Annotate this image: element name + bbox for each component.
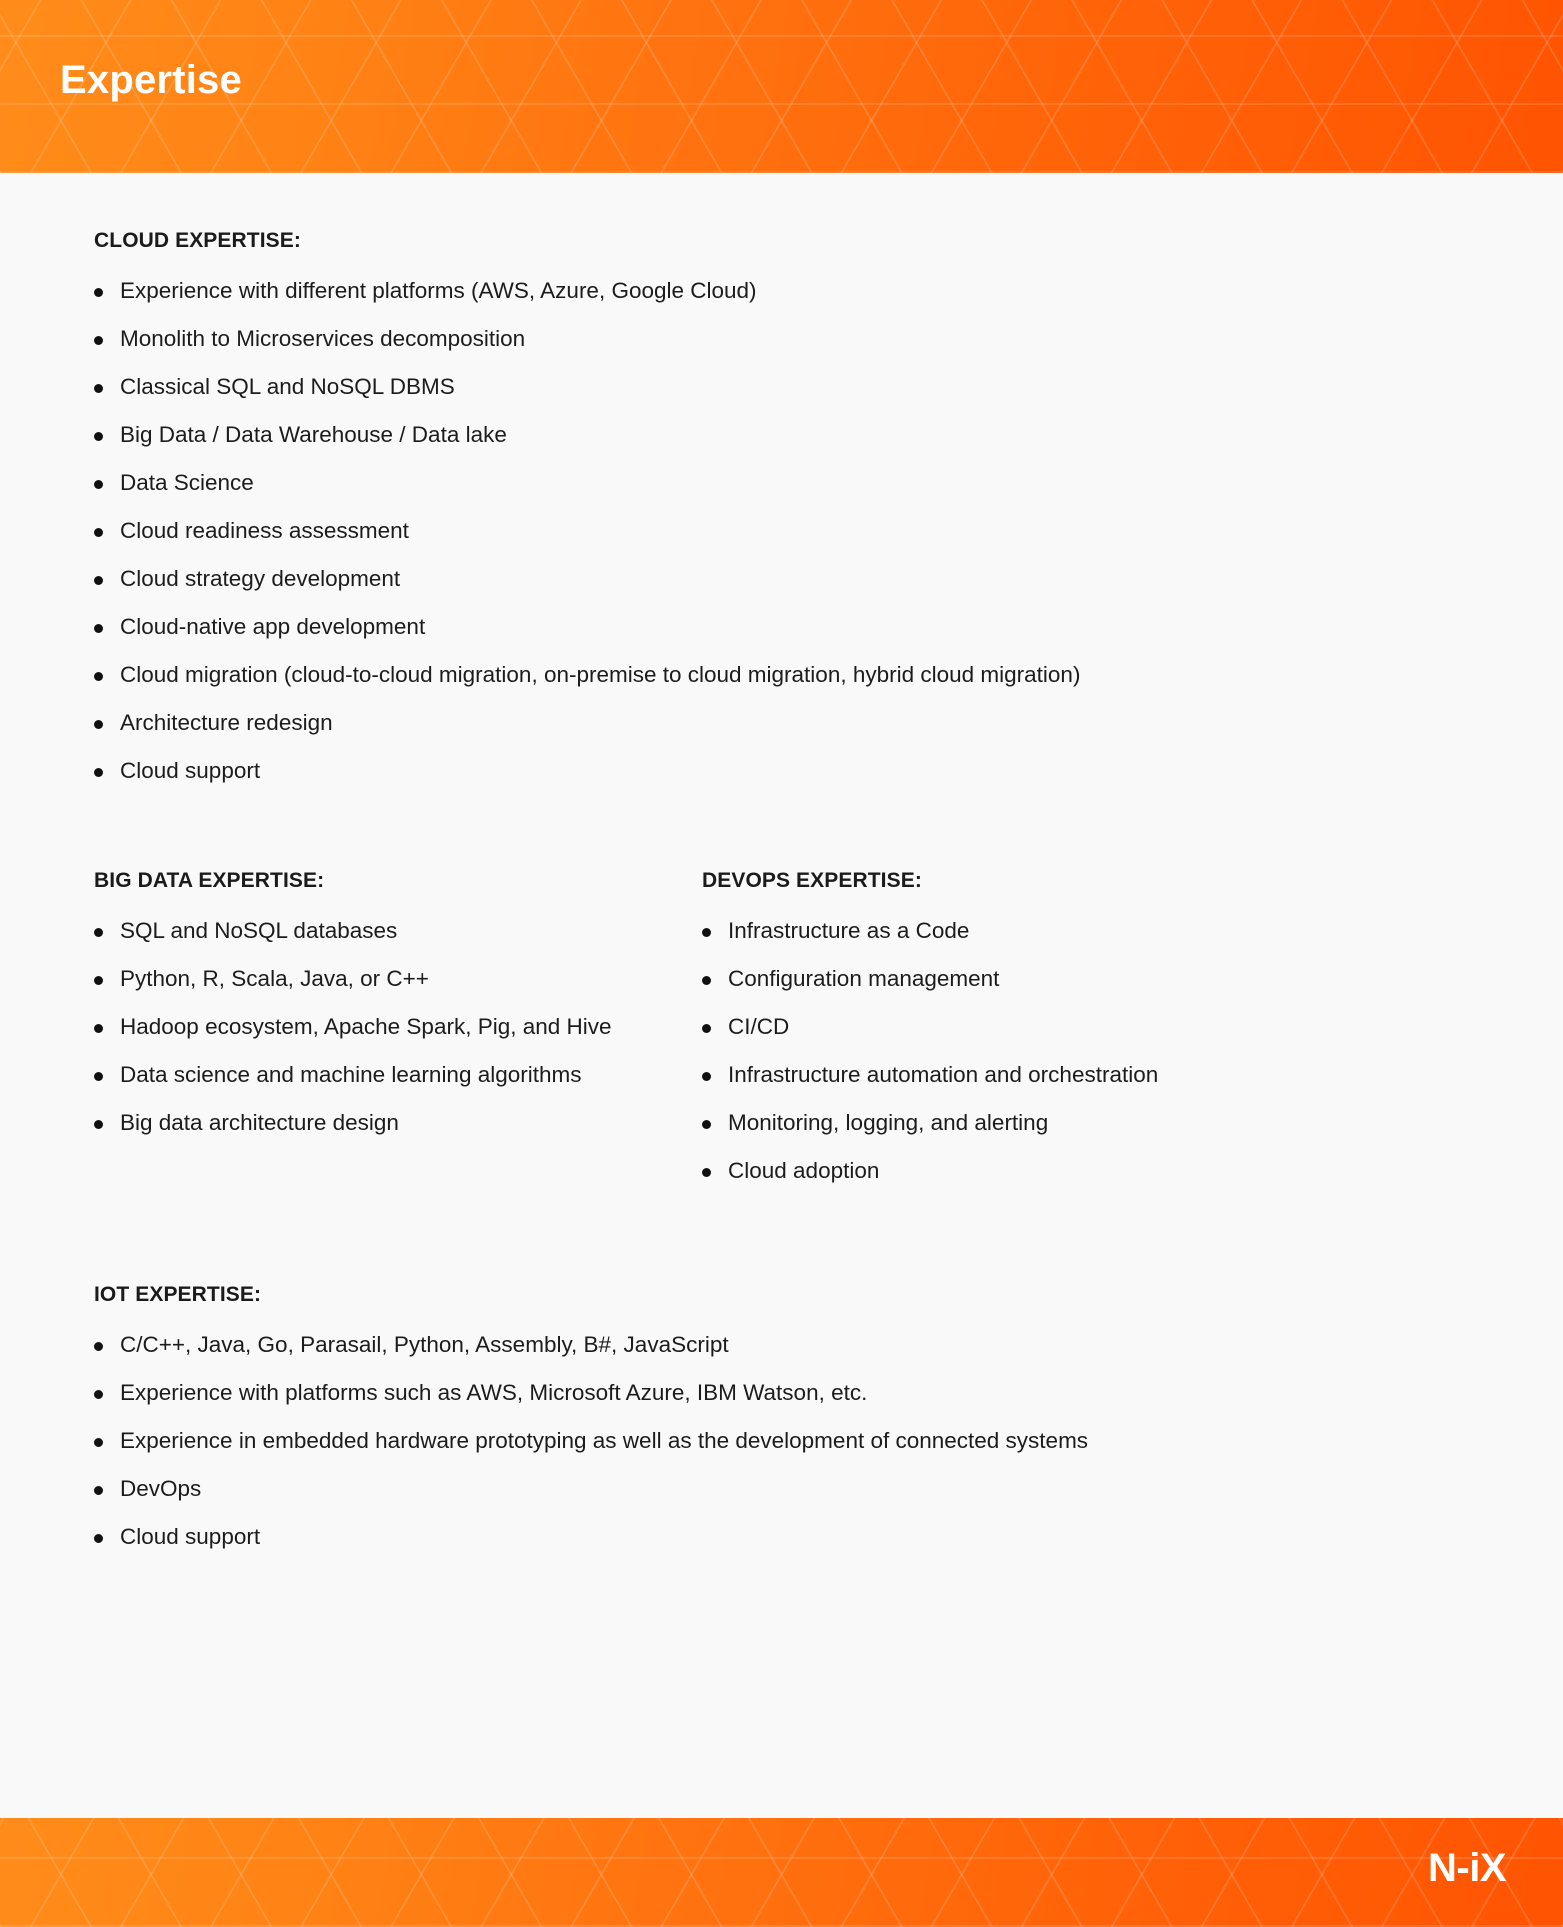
list-item bbox=[686, 965, 1503, 992]
list-item-label: Infrastructure as a Code bbox=[728, 918, 970, 943]
list-item bbox=[78, 277, 1503, 304]
list-item-label: CI/CD bbox=[728, 1014, 790, 1039]
list-item bbox=[686, 1061, 1503, 1088]
content-area bbox=[0, 173, 1563, 1818]
list-item bbox=[78, 1523, 1503, 1550]
list-item bbox=[78, 709, 1503, 736]
list-item bbox=[686, 1157, 1503, 1184]
list-item-label: Cloud migration (cloud-to-cloud migration, on-premise to cloud migration, hybrid cloud migration) bbox=[120, 662, 1081, 687]
section-spacer bbox=[78, 805, 1503, 869]
bullet-icon bbox=[94, 672, 103, 681]
section-cloud-expertise bbox=[78, 229, 1503, 784]
list-devops-expertise bbox=[686, 917, 1503, 1184]
list-item-label: Big data architecture design bbox=[120, 1110, 399, 1135]
list-item-label: Cloud strategy development bbox=[120, 566, 401, 591]
bullet-icon bbox=[702, 1024, 711, 1033]
list-item bbox=[78, 1379, 1503, 1406]
page-title: Expertise bbox=[60, 58, 242, 102]
bullet-icon bbox=[94, 720, 103, 729]
bullet-icon bbox=[94, 1486, 103, 1495]
list-item bbox=[78, 517, 1503, 544]
bullet-icon bbox=[702, 976, 711, 985]
section-heading-cloud: CLOUD EXPERTISE: bbox=[94, 229, 301, 252]
list-item-label: Monitoring, logging, and alerting bbox=[728, 1110, 1049, 1135]
section-spacer bbox=[78, 1205, 1503, 1283]
list-item bbox=[78, 613, 1503, 640]
list-item bbox=[78, 325, 1503, 352]
list-item-label: Cloud-native app development bbox=[120, 614, 426, 639]
section-heading-big-data: BIG DATA EXPERTISE: bbox=[94, 869, 325, 892]
list-item-label: SQL and NoSQL databases bbox=[120, 918, 398, 943]
list-item bbox=[686, 1109, 1503, 1136]
list-item-label: Big Data / Data Warehouse / Data lake bbox=[120, 422, 507, 447]
list-item bbox=[78, 757, 1503, 784]
list-item bbox=[78, 1061, 686, 1088]
bullet-icon bbox=[94, 1120, 103, 1129]
bullet-icon bbox=[94, 480, 103, 489]
bullet-icon bbox=[94, 1534, 103, 1543]
list-item bbox=[78, 1109, 686, 1136]
list-item bbox=[78, 1475, 1503, 1502]
list-item-label: Classical SQL and NoSQL DBMS bbox=[120, 374, 455, 399]
list-item bbox=[78, 965, 686, 992]
bullet-icon bbox=[94, 1072, 103, 1081]
list-item-label: Cloud support bbox=[120, 758, 261, 783]
list-item-label: Experience with different platforms (AWS, Azure, Google Cloud) bbox=[120, 278, 757, 303]
bullet-icon bbox=[94, 768, 103, 777]
bullet-icon bbox=[94, 1024, 103, 1033]
list-item bbox=[686, 917, 1503, 944]
bullet-icon bbox=[94, 976, 103, 985]
list-item-label: DevOps bbox=[120, 1476, 202, 1501]
list-item bbox=[78, 565, 1503, 592]
bullet-icon bbox=[94, 528, 103, 537]
bullet-icon bbox=[94, 1390, 103, 1399]
section-big-data-expertise bbox=[78, 869, 686, 1205]
section-iot-expertise bbox=[78, 1283, 1503, 1550]
list-item-label: Python, R, Scala, Java, or C++ bbox=[120, 966, 429, 991]
list-item-label: Hadoop ecosystem, Apache Spark, Pig, and Hive bbox=[120, 1014, 612, 1039]
nix-logo: N-iX bbox=[1428, 1846, 1506, 1890]
list-item-label: Data Science bbox=[120, 470, 254, 495]
list-item-label: Cloud readiness assessment bbox=[120, 518, 409, 543]
list-big-data-expertise bbox=[78, 917, 686, 1136]
section-heading-iot: IOT EXPERTISE: bbox=[94, 1283, 262, 1306]
bullet-icon bbox=[702, 928, 711, 937]
list-item-label: Cloud adoption bbox=[728, 1158, 880, 1183]
list-item-label: Architecture redesign bbox=[120, 710, 333, 735]
list-iot-expertise bbox=[78, 1331, 1503, 1550]
list-item bbox=[78, 1427, 1503, 1454]
list-item bbox=[78, 917, 686, 944]
list-item-label: Infrastructure automation and orchestration bbox=[728, 1062, 1159, 1087]
list-item bbox=[78, 469, 1503, 496]
bullet-icon bbox=[94, 624, 103, 633]
bullet-icon bbox=[702, 1168, 711, 1177]
section-devops-expertise bbox=[686, 869, 1503, 1205]
bullet-icon bbox=[94, 336, 103, 345]
bullet-icon bbox=[94, 1438, 103, 1447]
section-heading-devops: DEVOPS EXPERTISE: bbox=[702, 869, 922, 892]
list-item-label: Monolith to Microservices decomposition bbox=[120, 326, 526, 351]
header-band bbox=[0, 0, 1563, 173]
list-item bbox=[686, 1013, 1503, 1040]
bullet-icon bbox=[702, 1072, 711, 1081]
bullet-icon bbox=[94, 1342, 103, 1351]
bullet-icon bbox=[94, 384, 103, 393]
list-item bbox=[78, 1013, 686, 1040]
bullet-icon bbox=[94, 288, 103, 297]
list-item-label: Cloud support bbox=[120, 1524, 261, 1549]
bullet-icon bbox=[94, 576, 103, 585]
list-item bbox=[78, 421, 1503, 448]
list-item bbox=[78, 1331, 1503, 1358]
footer-band bbox=[0, 1818, 1563, 1927]
list-item-label: Data science and machine learning algorithms bbox=[120, 1062, 582, 1087]
list-cloud-expertise bbox=[78, 277, 1503, 784]
list-item-label: C/C++, Java, Go, Parasail, Python, Assembly, B#, JavaScript bbox=[120, 1332, 729, 1357]
list-item bbox=[78, 661, 1503, 688]
list-item-label: Experience with platforms such as AWS, Microsoft Azure, IBM Watson, etc. bbox=[120, 1380, 868, 1405]
list-item bbox=[78, 373, 1503, 400]
bullet-icon bbox=[94, 928, 103, 937]
bullet-icon bbox=[94, 432, 103, 441]
list-item-label: Configuration management bbox=[728, 966, 1000, 991]
bullet-icon bbox=[702, 1120, 711, 1129]
list-item-label: Experience in embedded hardware prototyping as well as the development of connected systems bbox=[120, 1428, 1089, 1453]
two-column-block bbox=[78, 869, 1503, 1205]
